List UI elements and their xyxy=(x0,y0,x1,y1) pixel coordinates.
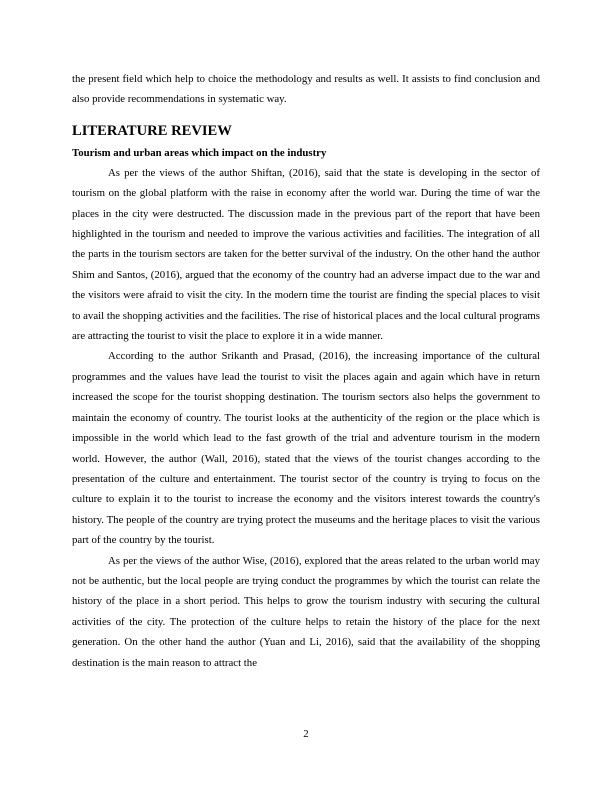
page-number: 2 xyxy=(303,728,309,740)
body-paragraph: According to the author Srikanth and Prasad, (2016), the increasing importance of the cultural programmes and the values have lead the tourist to visit the places again and again which have in return increased the scope for the tourist shopping destination. The tourism sectors also helps the government to maintain the economy of country. The tourist looks at the authenticity of the region or the place which is impossible in the world which lead to the fast growth of the trial and adventure tourism in the modern world. However, the author (Wall, 2016), stated that the views of the tourist changes according to the presentation of the culture and entertainment. The tourist sector of the country is trying to focus on the culture to explain it to the tourist to increase the economy and the visitors interest towards the country's history. The people of the country are trying protect the museums and the heritage places to visit the various part of the country by the tourist. xyxy=(72,350,540,547)
page-body xyxy=(72,69,540,673)
section-heading: LITERATURE REVIEW xyxy=(72,122,232,139)
body-paragraph: As per the views of the author Shiftan, (2016), said that the state is developing in the sector of tourism on the global platform with the raise in economy after the world war. During the time of war the places in the city were destructed. The discussion made in the previous part of the report that have been highlighted in the tourism and needed to improve the various activities and facilities. The integration of all the parts in the tourism sectors are taken for the better survival of the industry. On the other hand the author Shim and Santos, (2016), argued that the economy of the country had an adverse impact due to the war and the visitors were afraid to visit the city. In the modern time the tourist are finding the special places to visit to avail the shopping activities and the facilities. The rise of historical places and the local cultural programs are attracting the tourist to visit the place to explore it in a wide manner. xyxy=(72,166,540,343)
body-paragraph: As per the views of the author Wise, (2016), explored that the areas related to the urban world may not be authentic, but the local people are trying conduct the programmes by which the tourist can relate the history of the place in a short period. This helps to grow the tourism industry with securing the cultural activities of the city. The protection of the culture helps to retain the history of the place for the next generation. On the other hand the author (Yuan and Li, 2016), said that the availability of the shopping destination is the main reason to attract the xyxy=(72,554,540,669)
intro-paragraph: the present field which help to choice the methodology and results as well. It assists to find conclusion and also provide recommendations in systematic way. xyxy=(72,73,540,106)
subsection-heading: Tourism and urban areas which impact on the industry xyxy=(72,146,327,159)
